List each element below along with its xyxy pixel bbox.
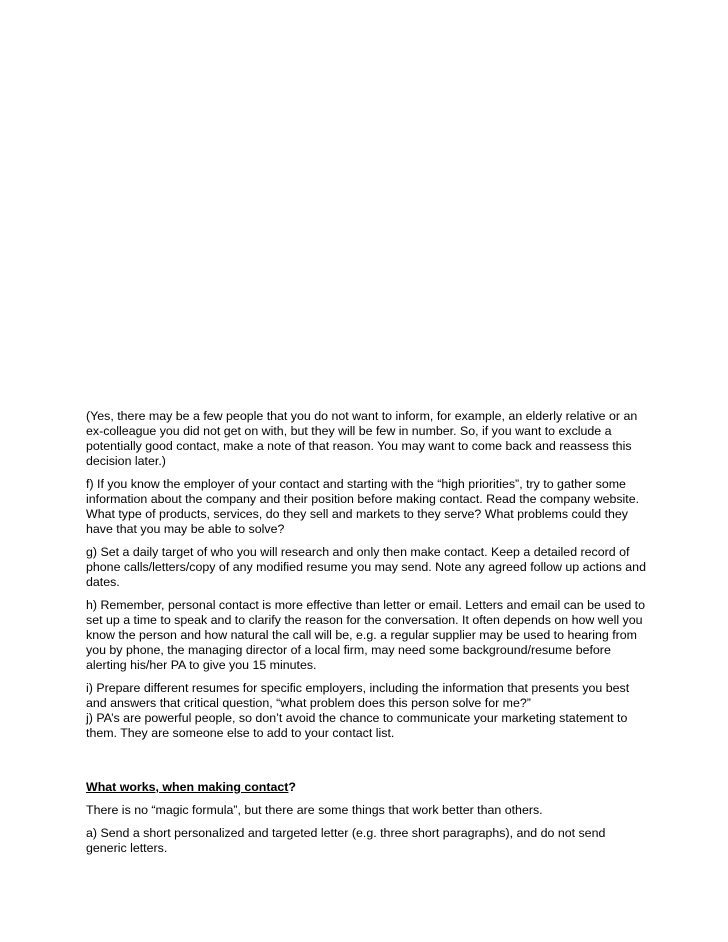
section-heading-suffix: ? (288, 780, 296, 794)
paragraph-h: h) Remember, personal contact is more effective than letter or email. Letters and email can be used to set up a time to speak and to clarify the reason for the conversation. It often depends on how well you know the person and how natural the call will be, e.g. a regular supplier may be used to hearing from you by phone, the managing director of a local firm, may need some background/resume before alerting his/her PA to give you 15 minutes. (86, 598, 646, 672)
section-heading (86, 780, 646, 795)
paragraph-intro: There is no “magic formula”, but there are some things that work better than others. (86, 803, 543, 817)
document-body (86, 409, 646, 864)
paragraph-f: f) If you know the employer of your contact and starting with the “high priorities”, try to gather some information about the company and their position before making contact. Read the company website. What type of products, services, do they sell and markets to they serve? What problems could they have that you may be able to solve? (86, 477, 640, 536)
paragraph-j: j) PA’s are powerful people, so don’t avoid the chance to communicate your marketing statement to them. They are someone else to add to your contact list. (86, 711, 628, 740)
paragraph-a: a) Send a short personalized and targeted letter (e.g. three short paragraphs), and do not send generic letters. (86, 826, 606, 855)
paragraph-g: g) Set a daily target of who you will research and only then make contact. Keep a detailed record of phone calls/letters/copy of any modified resume you may send. Note any agreed follow up actions and dates. (86, 545, 646, 589)
paragraph-i: i) Prepare different resumes for specific employers, including the information that presents you best and answers that critical question, “what problem does this person solve for me?” (86, 681, 630, 710)
paragraph-yes-note: (Yes, there may be a few people that you do not want to inform, for example, an elderly relative or an ex-colleague you did not get on with, but they will be few in number. So, if you want to exclude a potentially good contact, make a note of that reason. You may want to come back and reassess this decision later.) (86, 409, 638, 468)
section-heading-text: What works, when making contact (86, 780, 289, 794)
section-spacer (86, 749, 646, 780)
